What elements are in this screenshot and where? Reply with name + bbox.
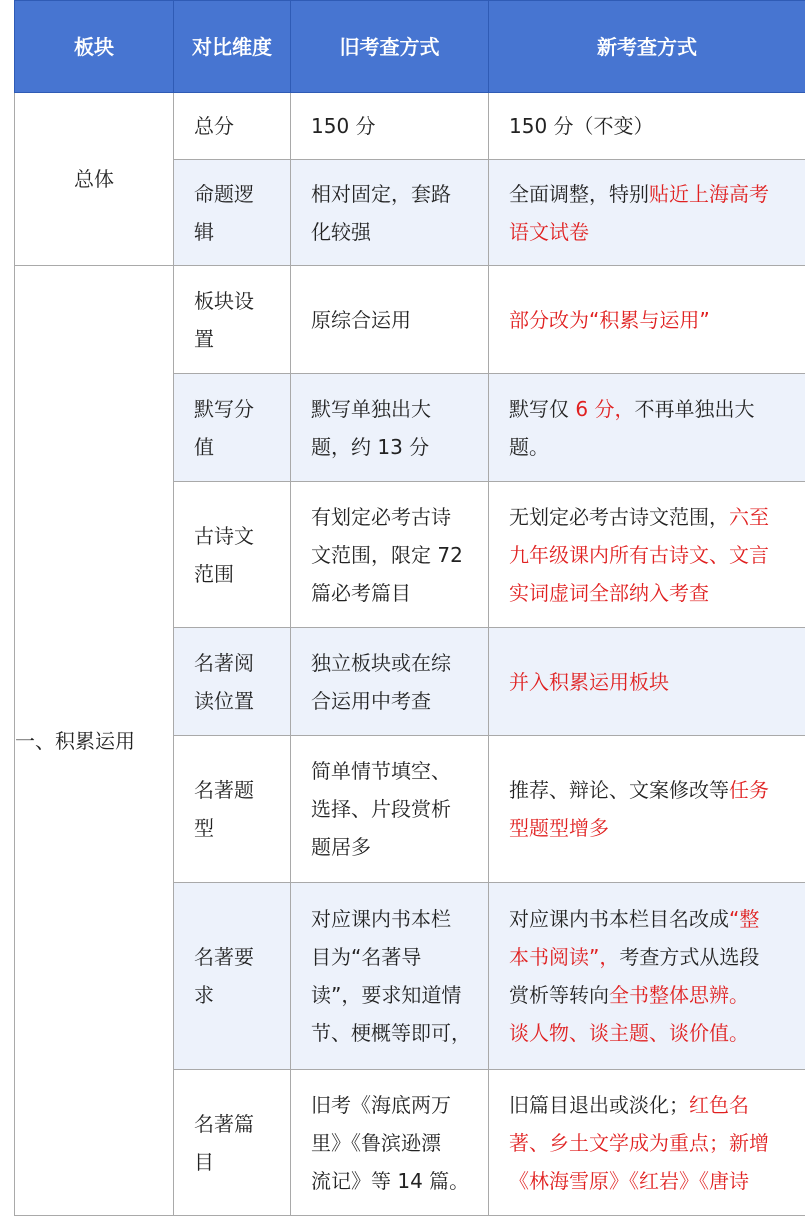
dimension-line: 板块设 [194,288,254,313]
new-method-line [509,428,785,466]
new-method-line [509,663,785,701]
new-method-line [509,771,785,809]
new-method-line [509,498,785,536]
old-method-cell [291,160,489,266]
old-method-line: 150 分 [311,114,376,138]
old-method-line: 文范围，限定 72 [311,542,463,567]
highlight-text: 6 分， [575,396,635,421]
dimension-cell [174,883,291,1070]
plain-text: 旧篇目退出或淡化； [509,1092,689,1117]
dimension-line: 名著阅 [194,650,254,675]
section-cell: 总体 [15,93,174,266]
plain-text: 对应课内书本栏目名改成 [509,907,729,931]
new-method-cell [489,628,805,736]
old-method-line: 目为“名著导 [311,945,422,969]
dimension-line: 名著要 [194,945,254,969]
dimension-cell [174,160,291,266]
header-new-method: 新考查方式 [489,1,805,93]
dimension-line: 求 [194,983,214,1007]
dimension-cell [174,1070,291,1216]
new-method-line [509,1014,785,1052]
dimension-cell [174,482,291,628]
dimension-cell [174,93,291,160]
highlight-text: 本书阅读”， [509,945,620,969]
table-row [15,93,805,160]
plain-text: 考查方式从选段 [619,945,760,969]
old-method-line: 合运用中考查 [311,688,431,713]
old-method-line: 化较强 [311,219,371,244]
dimension-cell [174,266,291,374]
old-method-line: 独立板块或在综 [311,650,451,675]
new-method-line [509,213,785,251]
old-method-line: 选择、片段赏析 [311,797,451,821]
new-method-cell [489,93,805,160]
plain-text: 不再单独出大 [634,396,755,421]
highlight-text: 红色名 [689,1092,749,1117]
new-method-line [509,809,785,847]
dimension-line: 默写分 [194,396,254,421]
highlight-text: 贴近上海高考 [649,181,769,206]
plain-text: 默写仅 [509,396,576,421]
old-method-line: 里》《鲁滨逊漂 [311,1130,441,1155]
dimension-line: 型 [194,816,214,840]
old-method-line: 相对固定，套路 [311,181,451,206]
old-method-line: 旧考《海底两万 [311,1092,451,1117]
old-method-line: 读”，要求知道情 [311,983,462,1007]
plain-text: 推荐、辩论、文案修改等 [509,778,729,802]
dimension-cell [174,736,291,883]
old-method-cell [291,93,489,160]
new-method-line [509,574,785,612]
header-section: 板块 [15,1,174,93]
highlight-text: 《林海雪原》《红岩》《唐诗 [509,1168,749,1193]
old-method-line: 简单情节填空、 [311,759,451,783]
old-method-cell [291,482,489,628]
old-method-cell [291,628,489,736]
new-method-line [509,536,785,574]
dimension-line: 读位置 [194,688,254,713]
new-method-line [509,390,785,428]
old-method-cell [291,374,489,482]
header-old-method: 旧考查方式 [291,1,489,93]
old-method-line: 流记》等 14 篇。 [311,1168,470,1193]
highlight-text: 型题型增多 [509,816,609,840]
new-method-line [509,1162,785,1200]
section-cell: 一、积累运用 [15,266,174,1216]
plain-text: 150 分（不变） [509,114,654,138]
old-method-cell [291,736,489,883]
plain-text: 无划定必考古诗文范围， [509,504,729,529]
highlight-text: 著、乡土文学成为重点；新增 [509,1130,769,1155]
old-method-line: 对应课内书本栏 [311,907,451,931]
header-dimension-text: 对比维度 [192,34,272,59]
new-method-line [509,976,785,1014]
highlight-text: 实词虚词全部纳入考查 [509,580,709,605]
dimension-cell [174,374,291,482]
old-method-cell [291,266,489,374]
new-method-line [509,107,785,145]
old-method-line: 有划定必考古诗 [311,504,451,529]
new-method-cell [489,1070,805,1216]
old-method-line: 节、梗概等即可， [311,1021,471,1045]
highlight-text: 语文试卷 [509,219,589,244]
dimension-line: 古诗文 [194,523,254,548]
dimension-line: 命题逻 [194,181,254,206]
new-method-line [509,175,785,213]
dimension-line: 名著篇 [194,1111,254,1136]
plain-text: 题。 [509,434,549,459]
old-method-cell [291,1070,489,1216]
dimension-line: 辑 [194,219,214,244]
new-method-cell [489,736,805,883]
new-method-line [509,1086,785,1124]
dimension-line: 范围 [194,561,234,586]
old-method-line: 默写单独出大 [311,396,431,421]
dimension-line: 目 [194,1149,214,1174]
new-method-line [509,938,785,976]
old-method-line: 题居多 [311,835,371,859]
highlight-text: 任务 [729,778,769,802]
dimension-line: 值 [194,434,214,459]
new-method-cell [489,883,805,1070]
new-method-line [509,301,785,339]
plain-text: 赏析等转向 [509,983,609,1007]
highlight-text: 谈人物、谈主题、谈价值。 [509,1021,749,1045]
highlight-text: 并入积累运用板块 [509,669,669,694]
header-row [15,1,805,93]
highlight-text: 全书整体思辨。 [609,983,749,1007]
header-dimension [174,1,291,93]
old-method-line: 题，约 13 分 [311,434,430,459]
old-method-line: 原综合运用 [311,307,411,332]
new-method-line [509,1124,785,1162]
new-method-line [509,900,785,938]
highlight-text: 六至 [729,504,769,529]
new-method-cell [489,482,805,628]
plain-text: 全面调整，特别 [509,181,649,206]
dimension-line: 置 [194,326,214,351]
dimension-line: 总分 [194,114,234,138]
comparison-table [14,0,805,1216]
highlight-text: “整 [729,907,760,931]
dimension-cell [174,628,291,736]
new-method-cell [489,374,805,482]
dimension-line: 名著题 [194,778,254,802]
table-row [15,266,805,374]
new-method-cell [489,160,805,266]
old-method-cell [291,883,489,1070]
new-method-cell [489,266,805,374]
highlight-text: 九年级课内所有古诗文、文言 [509,542,769,567]
old-method-line: 篇必考篇目 [311,580,411,605]
highlight-text: 部分改为“积累与运用” [509,307,710,332]
